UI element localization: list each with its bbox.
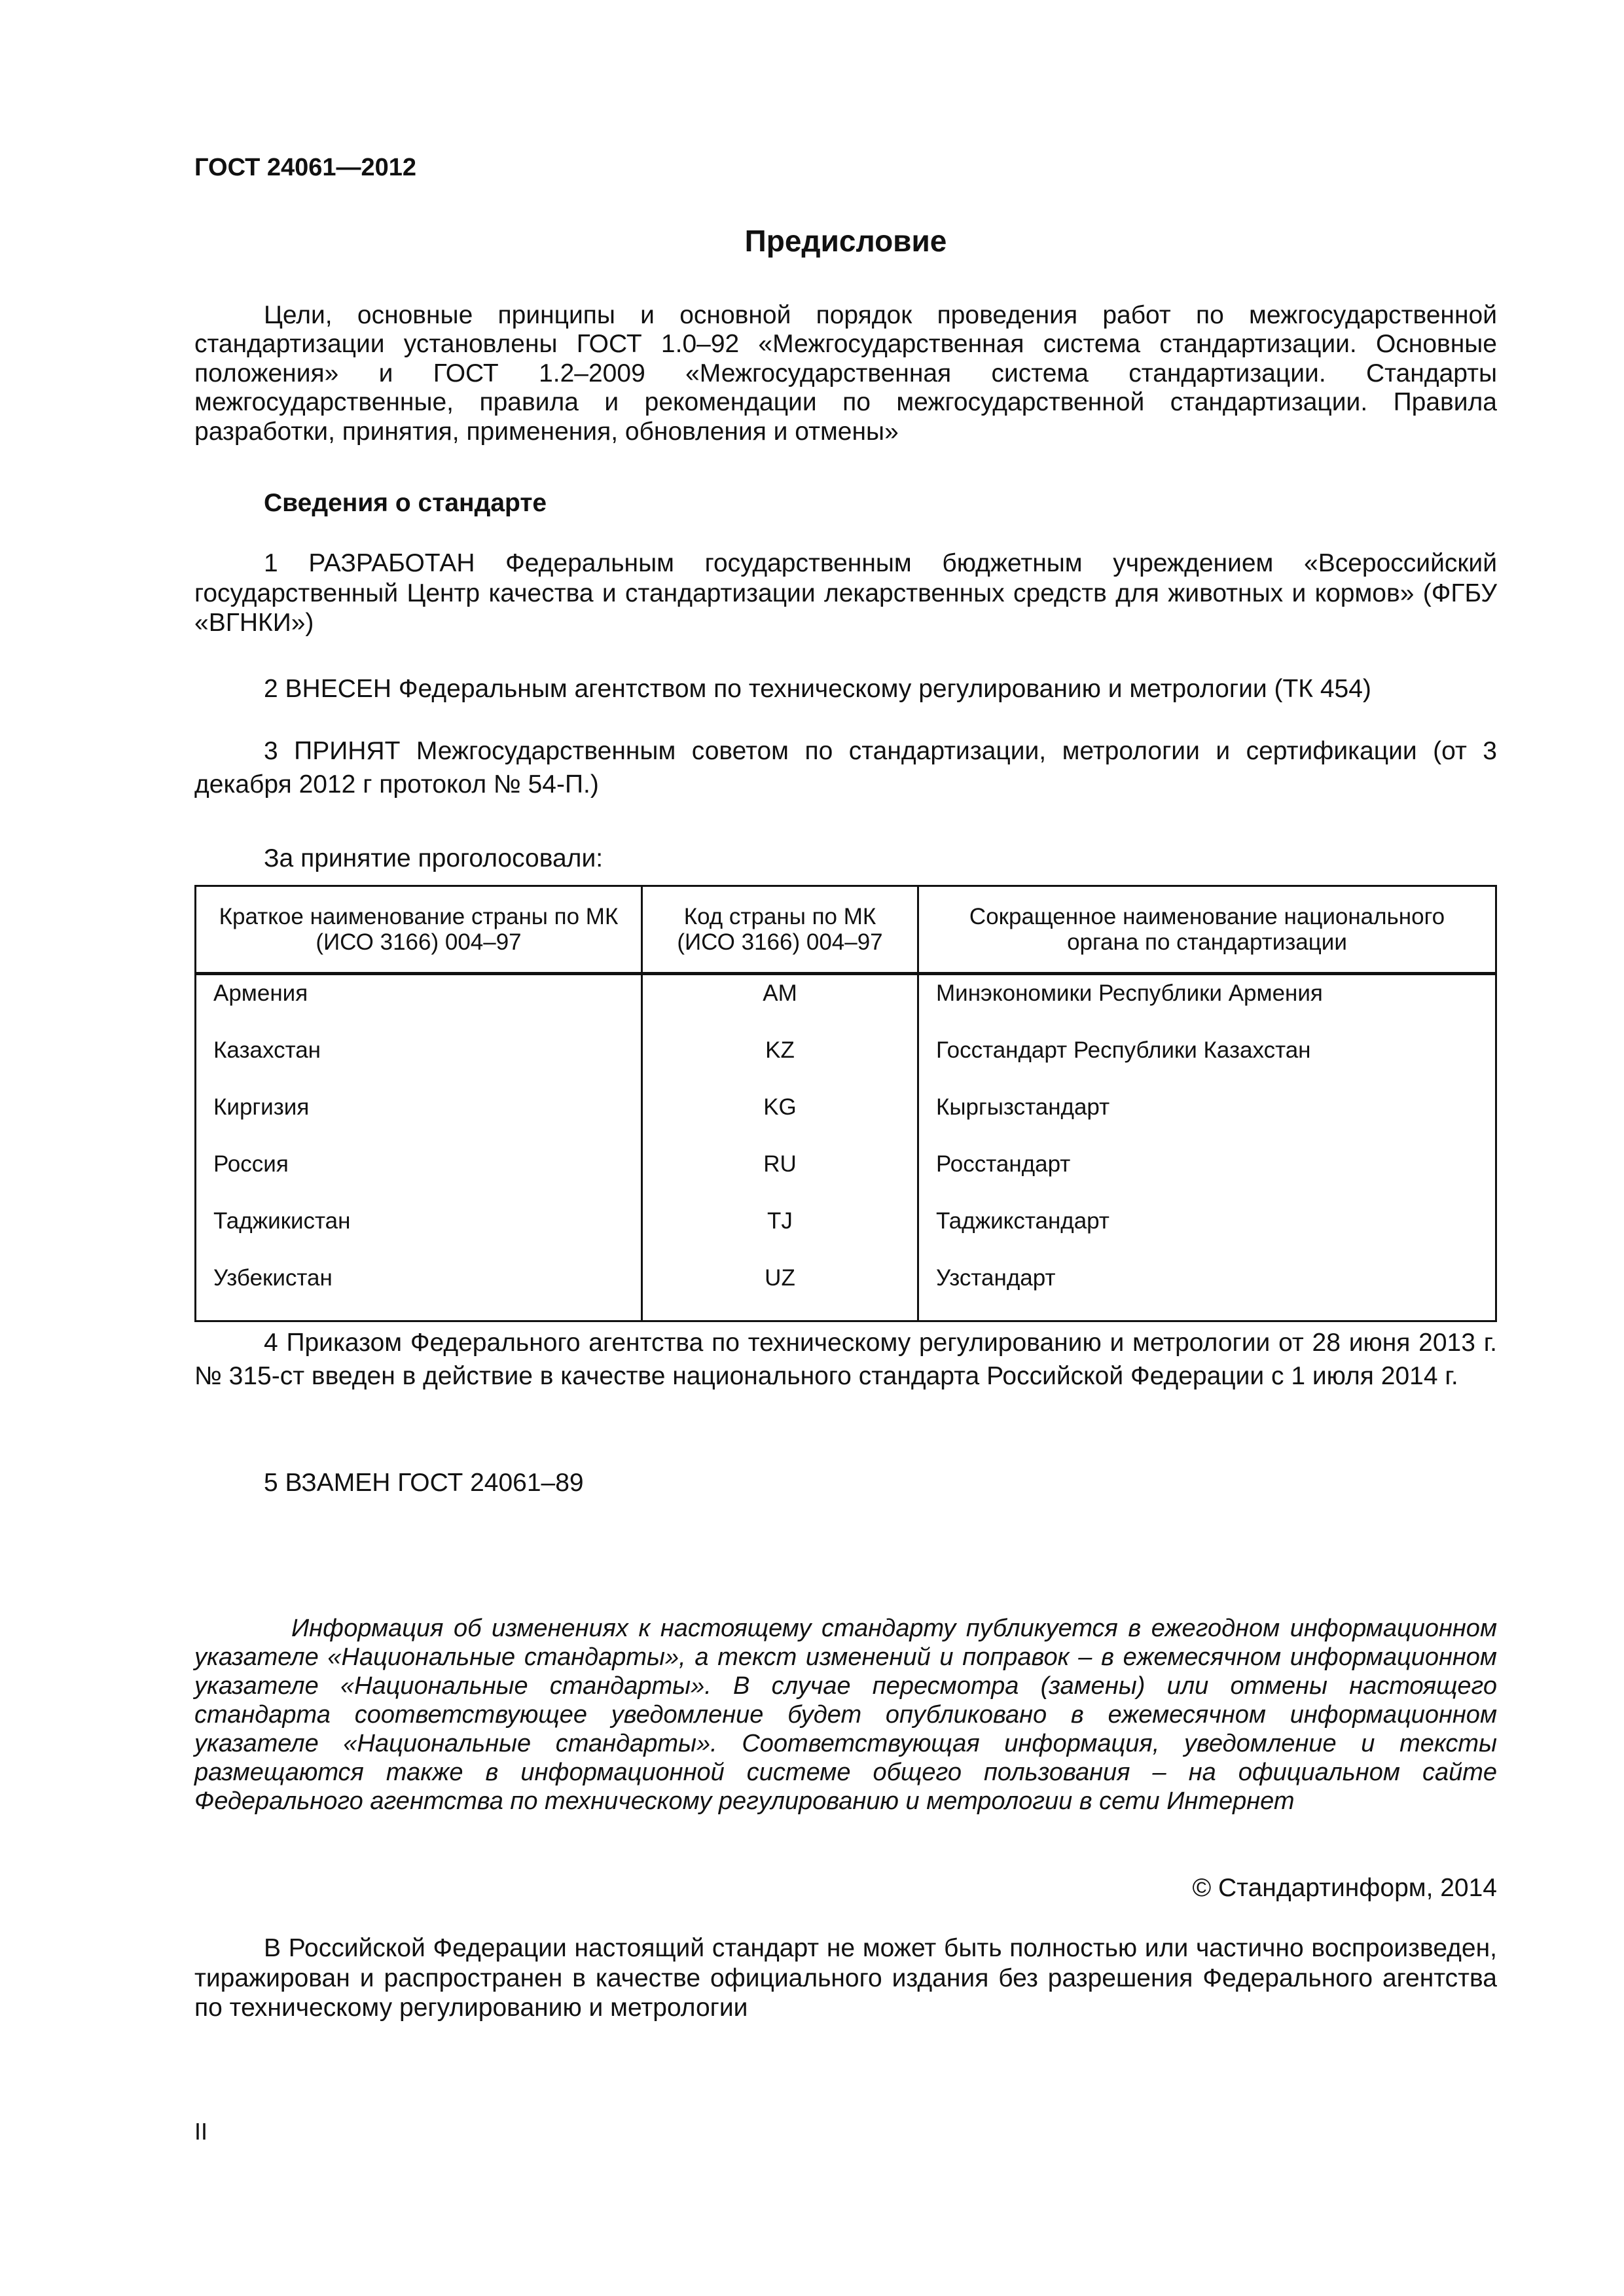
country-code: KG	[642, 1089, 918, 1146]
country-name: Казахстан	[196, 1032, 642, 1089]
reproduction-notice: В Российской Федерации настоящий стандарт не может быть полностью или частично воспроизведен, тиражирован и распространен в качестве официального издания без разрешения Федерального агентства по техническому регулированию и метрологии	[194, 1934, 1497, 2022]
country-name: Таджикистан	[196, 1203, 642, 1260]
table-row	[196, 1089, 1496, 1146]
page-title: Предисловие	[744, 224, 947, 258]
header-national-body: Сокращенное наименование национального органа по стандартизации	[918, 886, 1496, 974]
member-states-table	[194, 885, 1497, 1322]
country-code: TJ	[642, 1203, 918, 1260]
country-code: RU	[642, 1146, 918, 1203]
header-country-code: Код страны по МК (ИСО 3166) 004–97	[642, 886, 918, 974]
copyright-line: © Стандартинформ, 2014	[1192, 1874, 1497, 1902]
table-row	[196, 1032, 1496, 1089]
country-name: Киргизия	[196, 1089, 642, 1146]
national-body: Узстандарт	[918, 1260, 1496, 1321]
country-name: Армения	[196, 974, 642, 1033]
table-row	[196, 1203, 1496, 1260]
table-row	[196, 974, 1496, 1033]
intro-paragraph: Цели, основные принципы и основной порядок проведения работ по межгосударственной стандартизации установлены ГОСТ 1.0–92 «Межгосударственная система стандартизации. Основные положения» и ГОСТ 1.2–2009 «Межгосударственная система стандартизации. Стандарты межгосударственные, правила и рекомендации по межгосударственной стандартизации. Правила разработки, принятия, применения, обновления и отмены»	[194, 301, 1497, 446]
standard-code-header: ГОСТ 24061—2012	[194, 154, 417, 181]
country-name: Россия	[196, 1146, 642, 1203]
country-name: Узбекистан	[196, 1260, 642, 1321]
national-body: Росстандарт	[918, 1146, 1496, 1203]
national-body: Таджикстандарт	[918, 1203, 1496, 1260]
country-code: AM	[642, 974, 918, 1033]
table-row	[196, 1146, 1496, 1203]
info-item-replaces: 5 ВЗАМЕН ГОСТ 24061–89	[264, 1469, 584, 1497]
voted-label: За принятие проголосовали:	[264, 844, 604, 872]
info-item-adopted: 3 ПРИНЯТ Межгосударственным советом по стандартизации, метрологии и сертификации (от 3 декабря 2012 г протокол № 54-П.)	[194, 737, 1497, 799]
country-code: UZ	[642, 1260, 918, 1321]
info-item-enacted: 4 Приказом Федерального агентства по техническому регулированию и метрологии от 28 июня 2013 г. № 315-ст введен в действие в качестве национального стандарта Российской Федерации с 1 июля 2014 г.	[194, 1329, 1497, 1391]
document-page	[194, 0, 1497, 2296]
info-item-developed: 1 РАЗРАБОТАН Федеральным государственным бюджетным учреждением «Всероссийский государственный Центр качества и стандартизации лекарственных средств для животных и кормов» (ФГБУ «ВГНКИ»)	[194, 549, 1497, 637]
country-code: KZ	[642, 1032, 918, 1089]
national-body: Минэкономики Республики Армения	[918, 974, 1496, 1033]
info-item-introduced: 2 ВНЕСЕН Федеральным агентством по техническому регулированию и метрологии (ТК 454)	[264, 675, 1371, 703]
national-body: Госстандарт Республики Казахстан	[918, 1032, 1496, 1089]
changes-info-notice: Информация об изменениях к настоящему стандарту публикуется в ежегодном информационном указателе «Национальные стандарты», а текст изменений и поправок – в ежемесячном информационном указателе «Национальные стандарты». В случае пересмотра (замены) или отмены настоящего стандарта соответствующее уведомление будет опубликовано в ежемесячном информационном указателе «Национальные стандарты». Соответствующая информация, уведомление и тексты размещаются также в информационной системе общего пользования – на официальном сайте Федерального агентства по техническому регулированию и метрологии в сети Интернет	[194, 1615, 1497, 1816]
table-row	[196, 1260, 1496, 1321]
national-body: Кыргызстандарт	[918, 1089, 1496, 1146]
table-header-row	[196, 886, 1496, 974]
standard-info-heading: Сведения о стандарте	[264, 489, 547, 517]
page-number: II	[194, 2118, 208, 2145]
header-country-name: Краткое наименование страны по МК (ИСО 3166) 004–97	[196, 886, 642, 974]
